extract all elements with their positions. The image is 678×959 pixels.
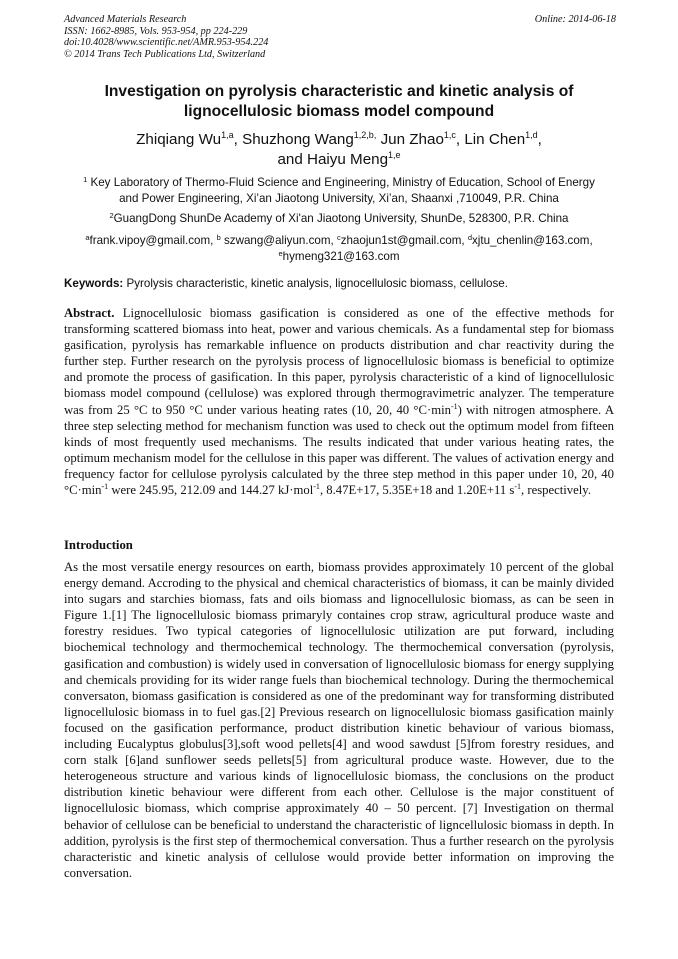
online-date: Online: 2014-06-18 [534,14,616,25]
email-list [64,233,614,264]
author-affiliation-sup: 1,2,b, [353,130,377,140]
email-sup: c [336,233,341,242]
author-separator: , [537,131,542,148]
abstract-text: ) with nitrogen atmosphere. A three step selecting method for mechanism function was used to check out the optimum model from fifteen kinds of most frequently used mechanisms. The results indicated that under various heating rates, the optimum mechanism model for the cellulose in this paper was different. The values of activation energy and frequency factor for cellulose pyrolysis calculated by the three step method in this paper under 10, 20, 40 °C·min [64,402,614,498]
email-sup: a [85,233,90,242]
author-name: Zhiqiang Wu [136,131,222,148]
email-sup: d [467,233,472,242]
abstract-text: , respectively. [521,483,591,498]
abstract-sup: -1 [313,482,320,492]
title-line-1: Investigation on pyrolysis characteristic and kinetic analysis of [104,83,574,100]
abstract-text: Lignocellulosic biomass gasification is considered as one of the effective methods for transforming scattered biomass into heat, power and various chemicals. As a fundamental step for biomass gasification, pyrolysis has remarkable influence on products distribution and char reactivity during the further step. Further research on the pyrolysis process of lignocellulosic biomass is beneficial to optimize and promote the process of gasification. In this paper, pyrolysis characteristic of a kind of lignocellulosic biomass model compound (cellulose) was explored through thermogravimetric analyzer. The temperature was from 25 °C to 950 °C under various heating rates (10, 20, 40 °C·min [64,306,614,417]
affiliation-2-sup: 2 [109,211,114,220]
abstract-label: Abstract. [64,306,115,320]
email-b: szwang@aliyun.com, [220,234,337,247]
introduction-heading: Introduction [64,538,133,552]
affiliation-1-line-1: Key Laboratory of Thermo-Fluid Science and Engineering, Ministry of Education, School of Energy [87,176,595,189]
affiliation-2 [64,211,614,227]
email-e: hymeng321@163.com [282,249,400,263]
keywords [64,277,614,290]
author-separator: , [455,131,465,148]
author-affiliation-sup: 1,c [443,130,456,140]
paper-title [64,82,614,122]
abstract-sup: -1 [450,401,458,411]
email-d: xjtu_chenlin@163.com, [471,234,593,247]
email-sup: e [278,248,283,258]
abstract-sup: -1 [101,482,109,492]
author-separator: , [233,131,243,148]
affiliation-1-sup: 1 [83,175,88,184]
title-line-2: lignocellulosic biomass model compound [183,103,495,120]
copyright-line: © 2014 Trans Tech Publications Ltd, Switzerland [64,48,266,60]
author-name: Lin Chen [464,131,526,148]
abstract-paragraph [64,305,614,498]
journal-header [64,14,268,60]
author-affiliation-sup: 1,d [525,130,538,140]
author-name: and Haiyu Meng [277,151,389,168]
author-affiliation-sup: 1,a [221,130,234,140]
doi-line: doi:10.4028/www.scientific.net/AMR.953-954.224 [64,37,269,48]
author-affiliation-sup: 1,e [388,150,401,160]
author-name: Jun Zhao [380,131,444,148]
abstract-text: were 245.95, 212.09 and 144.27 kJ·mol [108,483,314,498]
journal-name: Advanced Materials Research [64,14,187,25]
email-sup: b [216,233,221,242]
affiliation-2-text: GuangDong ShunDe Academy of Xi'an Jiaotong University, ShunDe, 528300, P.R. China [113,212,569,225]
abstract-sup: -1 [514,482,521,492]
author-name: Shuzhong Wang [242,131,354,148]
affiliation-1 [64,175,614,206]
abstract-text: , 8.47E+17, 5.35E+18 and 1.20E+11 s [319,483,515,498]
author-list [64,130,614,170]
keywords-label: Keywords: [64,277,124,290]
introduction-paragraph: As the most versatile energy resources on earth, biomass provides approximately 10 percent of the global energy demand. Accroding to the physical and chemical characteristics of biomass, it can be mainly divided into sugars and starchies biomass, fats and oils biomass and lignocellulosic biomass, as can be seen in Figure 1.[1] The lignocellulosic biomass primaryly containes crop straw, agricultural produce waste and forestry residues. Two typical categories of lignocellulosic utilization are put forward, including biochemical technology and thermochemical technology. The thermochemical conversation (pyrolysis, gasification and combustion) is widely used in conversation of lignocellulosic biomass for energy supplying and chemicals providing for its wider range fuels than biochemical technology. During the thermochemical conversaton, biomass gasification is considered as one of the predominant way for transforming distributed lignocellulosic biomass in to fuel gas.[2] Previous research on lignocellulosic biomass gasification mainly focused on the gasification performance, product distribution kinetic behaviour of various biomass, including Eucalyptus globulus[3],soft wood pellets[4] and wood sawdust [5]from forestry residues, and corn stalk [6]and sunflower seeds pellets[5] from agricultural produce waste. However, due to the heterogeneous structure and various kinds of lignocellulosic biomass, the conclusions on the product distribution kinetic behaviour were different from each other. Cellulose is the major constituent of lignocellulosic biomass, which comprise approximately 40 – 50 percent. [7] Investigation on thermal behavior of cellulose can be beneficial to understand the characteristic of ligncellulosic biomass in depth. In addition, pyrolysis is the first step of thermochemical conversation. Thus a further research on the pyrolysis characteristic and kinetic analysis of cellulose would provide better information on improving the conversation. [64,560,614,880]
issn-line: ISSN: 1662-8985, Vols. 953-954, pp 224-229 [64,25,248,37]
email-c: zhaojun1st@gmail.com, [340,234,468,247]
affiliation-1-line-2: and Power Engineering, Xi’an Jiaotong University, Xi’an, Shaanxi ,710049, P.R. China [119,191,559,205]
keywords-text: Pyrolysis characteristic, kinetic analysis, lignocellulosic biomass, cellulose. [123,277,508,290]
email-a: frank.vipoy@gmail.com, [89,234,217,247]
